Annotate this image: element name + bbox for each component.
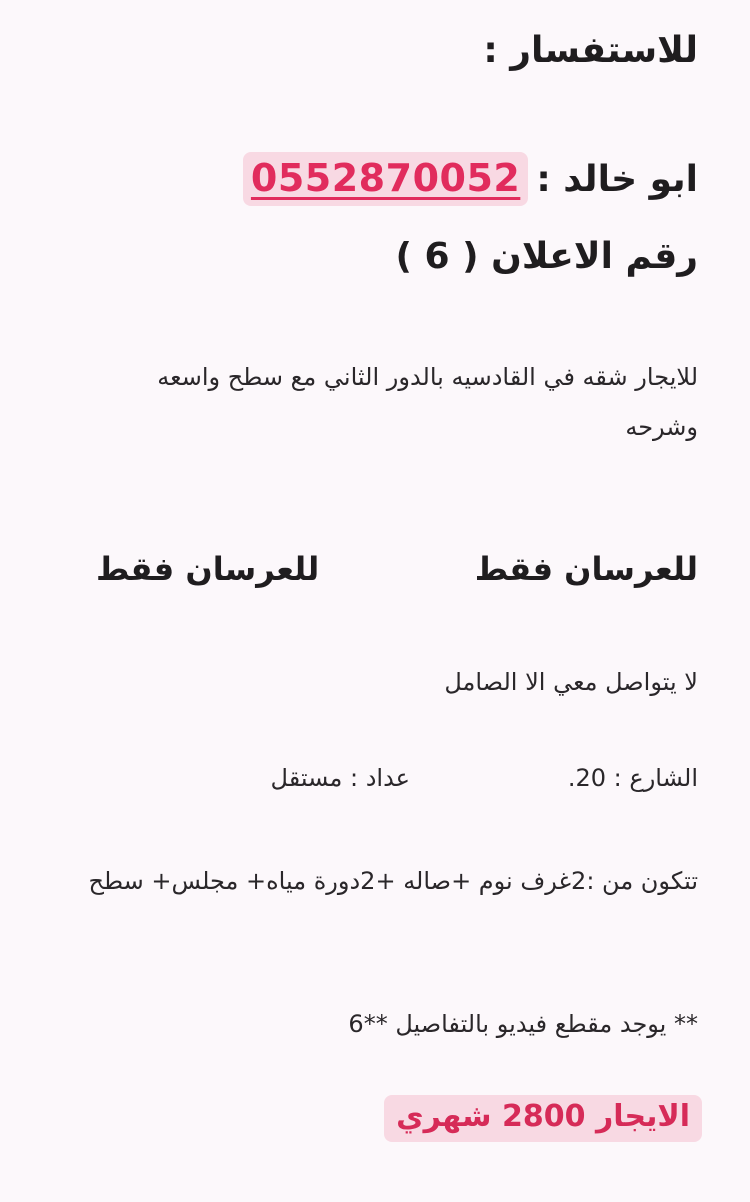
video-note: ** يوجد مقطع فيديو بالتفاصيل **6: [348, 1010, 698, 1038]
contact-line: [243, 152, 698, 206]
contact-note: لا يتواصل معي الا الصامل: [444, 668, 698, 696]
description-text: للايجار شقه في القادسيه بالدور الثاني مع سطح واسعه وشرحه: [157, 363, 698, 441]
audience-left: للعرسان فقط: [96, 550, 320, 588]
meter-info: عداد : مستقل: [270, 764, 410, 792]
inquiry-label: للاستفسار :: [483, 30, 698, 71]
phone-highlight: [243, 152, 528, 206]
phone-link[interactable]: 0552870052: [250, 156, 521, 200]
audience-row: [96, 550, 698, 588]
rooms-text: تتكون من :2غرف نوم +صاله +2دورة مياه+ مجلس+ سطح: [88, 867, 698, 895]
street-info: الشارع : 20.: [567, 764, 698, 792]
ad-number-label: رقم الاعلان ( 6 ): [395, 236, 698, 277]
contact-name-label: ابو خالد :: [536, 159, 698, 200]
price-badge: الايجار 2800 شهري: [384, 1095, 702, 1142]
audience-right: للعرسان فقط: [474, 550, 698, 588]
